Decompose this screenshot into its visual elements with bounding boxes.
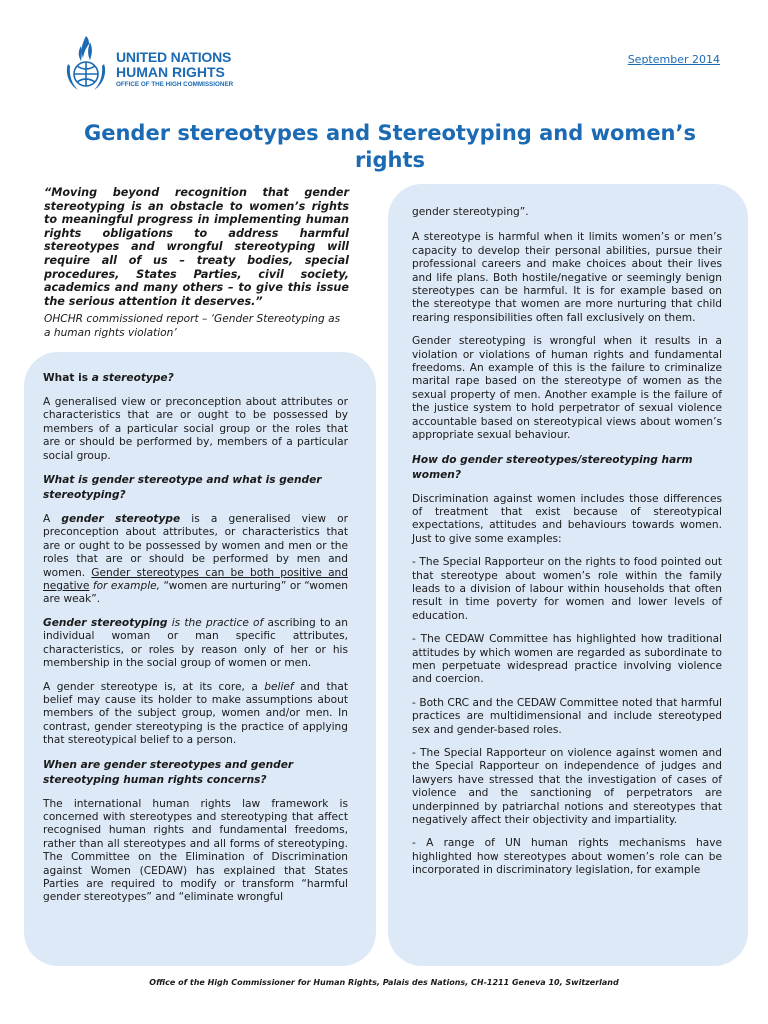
paragraph: Gender stereotyping is wrongful when it results in a violation or violations of human rights and fundamental freedoms. An example of this is the failure to criminalize marital rape based on the stereotype of women as the sexual property of men. Another example is the failure of the justice system to hold perpetrator of sexual violence accountable based on stereotypical views about women’s appropriate sexual behaviour. xyxy=(412,335,722,442)
org-name-line3: OFFICE OF THE HIGH COMMISSIONER xyxy=(116,81,234,88)
publication-date[interactable]: September 2014 xyxy=(627,53,720,66)
text: A xyxy=(43,513,62,526)
text-italic: is the practice of xyxy=(167,616,264,629)
term-gender-stereotype: gender stereotype xyxy=(61,513,181,526)
paragraph: A generalised view or preconception about attributes or characteristics that are or ought to be possessed by members of a particular social group or the roles that are or should be performed by, members of a particular social group. xyxy=(43,396,348,462)
page-title: Gender stereotypes and Stereotyping and women’s rights xyxy=(84,121,696,172)
paragraph xyxy=(43,681,348,748)
intro-quote: “Moving beyond recognition that gender stereotyping is an obstacle to women’s rights to meaningful progress in implementing human rights obligations to address harmful stereotypes and wrongful stereotyping will require all of us – treaty bodies, special procedures, States Parties, civil society, academics and many others – to give this issue the serious attention it deserves.” xyxy=(44,186,349,308)
text: “women are nurturing” or “women are weak”. xyxy=(43,580,348,606)
text: is a generalised view or preconception about attributes, or characteristics that are or ought to be possessed by women and men or the roles that are or should be performed by men and women. xyxy=(43,513,348,579)
paragraph: - The Special Rapporteur on the rights to food pointed out that stereotype about women’s role within the family leads to a division of labour within households that often result in time poverty for women and lower levels of education. xyxy=(412,556,722,622)
quote-source: OHCHR commissioned report – ‘Gender Stereotyping as a human rights violation’ xyxy=(44,313,341,339)
paragraph: The international human rights law framework is concerned with stereotypes and stereotyping that affect recognised human rights and fundamental freedoms, rather than all stereotypes and all forms of stereotyping. The Committee on the Elimination of Discrimination against Women (CEDAW) has explained that States Parties are required to modify or transform “harmful gender stereotypes” and “eliminate wrongful xyxy=(43,797,348,904)
heading-harm-women: How do gender stereotypes/stereotyping harm women? xyxy=(412,453,693,481)
text: A gender stereotype is, at its core, a xyxy=(43,680,265,693)
left-column xyxy=(43,371,348,915)
footer-address: Office of the High Commissioner for Human Rights, Palais des Nations, CH-1211 Geneva 10, Switzerland xyxy=(149,978,619,987)
text-italic: for example, xyxy=(89,580,161,593)
paragraph: - The Special Rapporteur on violence against women and the Special Rapporteur on independence of judges and lawyers have stressed that the investigation of cases of violence and the sanctioning of perpetrators are underpinned by patriarchal notions and stereotypes that negatively affect their objectivity and impartiality. xyxy=(412,747,722,827)
paragraph xyxy=(43,513,348,607)
heading-text-italic: a stereotype? xyxy=(91,372,174,384)
paragraph: A stereotype is harmful when it limits women’s or men’s capacity to develop their personal abilities, pursue their professional careers and make choices about their lives and life plans. Both hostile/negative or seemingly benign stereotypes can be harmful. It is for example based on the stereotype that women are more nurturing that child rearing responsibilities often fall exclusively on them. xyxy=(412,231,722,324)
underlined-text: Gender stereotypes can be both positive and negative xyxy=(43,566,348,593)
heading-human-rights-concerns: When are gender stereotypes and gender stereotyping human rights concerns? xyxy=(43,758,294,786)
org-name-line1: UNITED NATIONS xyxy=(116,49,232,65)
term-belief: belief xyxy=(264,680,294,693)
heading-gender-stereotype: What is gender stereotype and what is gender stereotyping? xyxy=(43,474,322,502)
paragraph: - Both CRC and the CEDAW Committee noted that harmful practices are multidimensional and include stereotyped sex and gender-based roles. xyxy=(412,696,722,736)
paragraph xyxy=(43,617,348,671)
right-column xyxy=(412,206,722,888)
text: ascribing to an individual woman or man specific attributes, characteristics, or roles by reason only of her or his membership in the social group of women or men. xyxy=(43,616,349,670)
heading-text: What is xyxy=(43,372,92,384)
term-gender-stereotyping: Gender stereotyping xyxy=(43,616,168,629)
un-emblem-icon xyxy=(62,34,112,92)
paragraph: gender stereotyping”. xyxy=(412,206,529,218)
ohchr-logo xyxy=(62,34,232,94)
paragraph: Discrimination against women includes those differences of treatment that exist because of stereotypical expectations, attitudes and behaviours towards women. Just to give some examples: xyxy=(412,492,722,545)
heading-what-is-stereotype xyxy=(43,371,348,386)
paragraph: - The CEDAW Committee has highlighted how traditional attitudes by which women are regarded as subordinate to men perpetuate widespread practice involving violence and coercion. xyxy=(412,633,722,686)
text: and that belief may cause its holder to make assumptions about members of the subject group, women and/or men. In contrast, gender stereotyping is the practice of applying that stereotypical belief to a person. xyxy=(43,680,348,747)
org-name-line2: HUMAN RIGHTS xyxy=(116,64,225,80)
paragraph: - A range of UN human rights mechanisms have highlighted how stereotypes about women’s role can be incorporated in discriminatory legislation, for example xyxy=(412,837,722,877)
